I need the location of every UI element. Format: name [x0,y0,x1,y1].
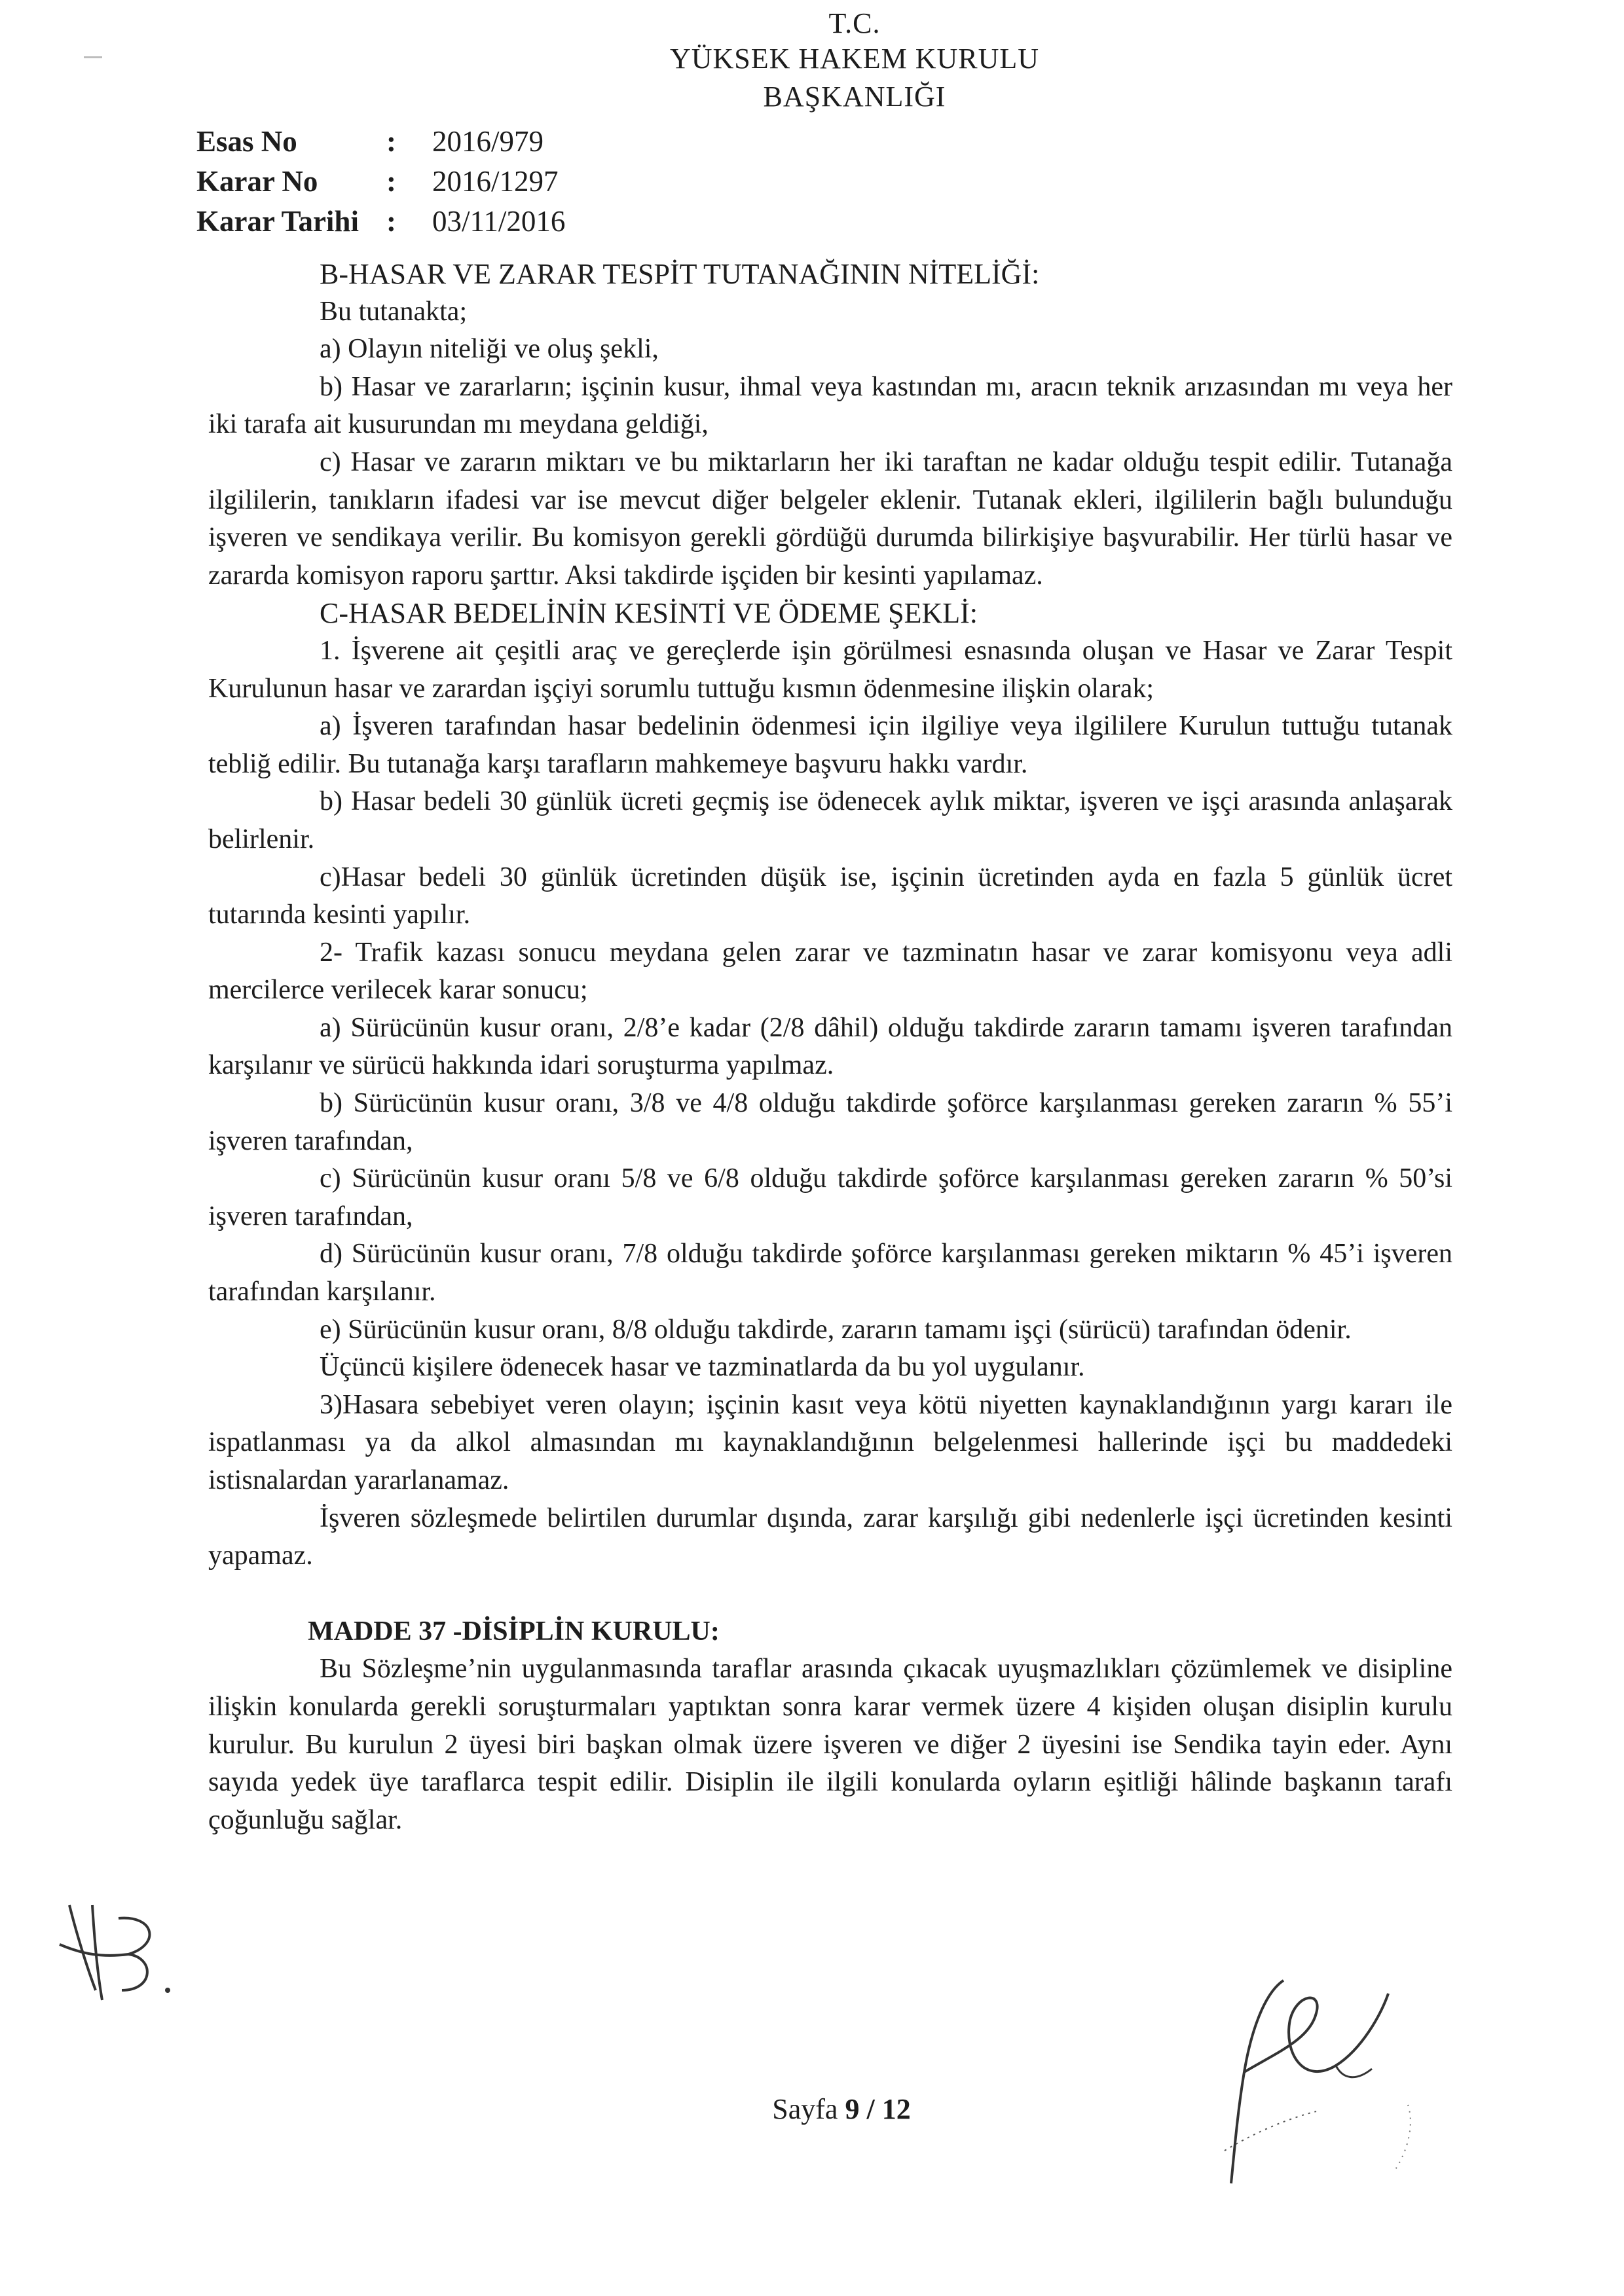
body-paragraph: a) Sürücünün kusur oranı, 2/8’e kadar (2/8 dâhil) olduğu takdirde zararın tamamı işveren tarafından karşılanır ve sürücü hakkında idari soruşturma yapılmaz. [208,1012,1452,1081]
body-paragraph: d) Sürücünün kusur oranı, 7/8 olduğu takdirde şoförce karşılanması gereken miktarın % 45’i işveren tarafından karşılanır. [208,1239,1452,1307]
body-paragraph: c) Hasar ve zararın miktarı ve bu miktarların her iki taraftan ne kadar olduğu tespit edilir. Tutanağa ilgililerin, tanıkların ifadesi var ise mevcut diğer belgeler eklenir. Tutanak ekleri, ilgililerin bağlı bulunduğu işveren ve sendikaya verilir. Bu komisyon gerekli gördüğü durumda bilirkişiye başvurabilir. Her türlü hasar ve zararda komisyon raporu şarttır. Aksi takdirde işçiden bir kesinti yapılamaz. [208,446,1452,591]
body-paragraph: b) Sürücünün kusur oranı, 3/8 ve 4/8 olduğu takdirde şoförce karşılanması gereken zararın % 55’i işveren tarafından, [208,1088,1452,1156]
body-paragraph: 2- Trafik kazası sonucu meydana gelen zarar ve tazminatın hasar ve zarar komisyonu veya adli mercilerce verilecek karar sonucu; [208,937,1452,1006]
header-tc: T.C. [828,7,881,39]
meta-value: 03/11/2016 [432,205,566,238]
meta-row-esas [196,122,565,162]
body-paragraph: a) Olayın niteliği ve oluş şekli, [320,334,659,365]
footer-page-total: 12 [881,2093,911,2125]
footer-prefix: Sayfa [772,2093,845,2125]
footer-page-number: 9 [845,2093,860,2125]
footer-separator: / [866,2093,882,2125]
body-paragraph: c) Sürücünün kusur oranı 5/8 ve 6/8 olduğu takdirde şoförce karşılanması gereken zararın % 50’si işveren tarafından, [208,1163,1452,1231]
meta-label: Karar No [196,165,318,198]
document-body [208,255,1452,1839]
section-heading: C-HASAR BEDELİNİN KESİNTİ VE ÖDEME ŞEKLİ: [320,597,978,630]
body-paragraph: a) İşveren tarafından hasar bedelinin ödenmesi için ilgiliye veya ilgililere Kurulun tuttuğu tutanak tebliğ edilir. Bu tutanağa karşı tarafların mahkemeye başvuru hakkı vardır. [208,711,1452,779]
meta-row-karar [196,162,565,202]
body-paragraph: b) Hasar ve zararların; işçinin kusur, ihmal veya kastından mı, aracın teknik arızasından mı veya her iki tarafa ait kusurundan mı meydana geldiği, [208,371,1452,440]
meta-value: 2016/1297 [432,165,559,198]
meta-label: Karar Tarihi [196,205,359,238]
body-paragraph: Üçüncü kişilere ödenecek hasar ve tazminatlarda da bu yol uygulanır. [320,1352,1085,1383]
page-footer [0,2092,1624,2126]
body-paragraph: Bu Sözleşme’nin uygulanmasında taraflar arasında çıkacak uyuşmazlıkları çözümlemek ve disipline ilişkin konularda gerekli soruşturmaları yaptıktan sonra karar vermek üzere 4 kişiden oluşan disiplin kurulu kurulur. Bu kurulun 2 üyesi biri başkan olmak üzere işveren ve diğer 2 üyesini ise Sendika tayin eder. Aynı sayıda yedek üye taraflarca tespit edilir. Disiplin ile ilgili konularda oyların eşitliği hâlinde başkanın tarafı çoğunluğu sağlar. [208,1654,1452,1835]
section-heading: B-HASAR VE ZARAR TESPİT TUTANAĞININ NİTELİĞİ: [320,258,1040,290]
meta-label: Esas No [196,125,297,158]
body-paragraph: İşveren sözleşmede belirtilen durumlar dışında, zarar karşılığı gibi nedenlerle işçi ücretinden kesinti yapamaz. [208,1503,1452,1571]
body-paragraph: e) Sürücünün kusur oranı, 8/8 olduğu takdirde, zararın tamamı işçi (sürücü) tarafından ödenir. [320,1314,1352,1345]
article-heading: MADDE 37 -DİSİPLİN KURULU: [308,1616,720,1647]
body-paragraph: Bu tutanakta; [320,296,468,327]
meta-row-tarih [196,202,565,242]
body-paragraph: b) Hasar bedeli 30 günlük ücreti geçmiş ise ödenecek aylık miktar, işveren ve işçi arasında anlaşarak belirlenir. [208,786,1452,854]
case-metadata [196,122,565,242]
header-presidency: BAŞKANLIĞI [763,81,946,113]
body-paragraph: c)Hasar bedeli 30 günlük ücretinden düşük ise, işçinin ücretinden ayda en fazla 5 günlük ücret tutarında kesinti yapılır. [208,862,1452,930]
body-paragraph: 3)Hasara sebebiyet veren olayın; işçinin kasıt veya kötü niyetten kaynaklandığının yargı kararı ile ispatlanması ya da alkol almasından mı kaynaklandığının belgelenmesi hallerinde işçi bu maddedeki istisnalardan yararlanamaz. [208,1389,1452,1495]
signature [1211,1954,1428,2190]
meta-value: 2016/979 [432,125,544,158]
meta-colon: : [386,205,396,238]
meta-colon: : [386,125,396,158]
body-paragraph: 1. İşverene ait çeşitli araç ve gereçlerde işin görülmesi esnasında oluşan ve Hasar ve Zarar Tespit Kurulunun hasar ve zarardan işçiyi sorumlu tuttuğu kısmın ödenmesine ilişkin olarak; [208,635,1452,704]
header-institution: YÜKSEK HAKEM KURULU [669,43,1040,75]
initials-mark [56,1892,181,2003]
meta-colon: : [386,165,396,198]
